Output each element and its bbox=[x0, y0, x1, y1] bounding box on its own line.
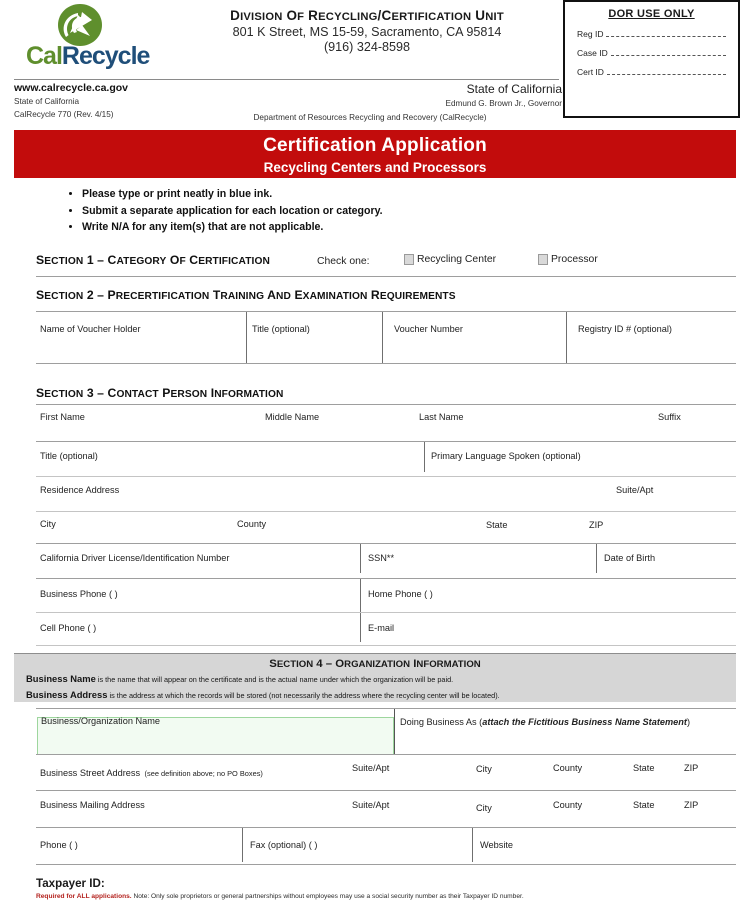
field-label-first-name: First Name bbox=[40, 412, 85, 422]
field-label-mailing-city: City bbox=[476, 803, 492, 813]
dor-label-cert-id: Cert ID bbox=[577, 67, 604, 77]
division-phone: (916) 324-8598 bbox=[323, 40, 411, 54]
field-label-voucher-number: Voucher Number bbox=[394, 324, 463, 334]
form-header bbox=[0, 0, 750, 125]
checkbox-label-processor: Processor bbox=[551, 254, 598, 265]
field-label-street-state: State bbox=[633, 763, 655, 773]
field-label-business-phone: Business Phone ( ) bbox=[40, 589, 118, 599]
checkbox-icon[interactable] bbox=[538, 254, 548, 265]
dor-input-reg-id[interactable] bbox=[606, 35, 726, 37]
section4-row1-divider bbox=[394, 709, 395, 754]
field-label-home-phone: Home Phone ( ) bbox=[368, 589, 433, 599]
dor-field-cert-id[interactable] bbox=[577, 67, 738, 77]
street-address-note: (see definition above; no PO Boxes) bbox=[144, 769, 263, 778]
dor-use-only-box bbox=[563, 0, 740, 118]
section4-row2-top bbox=[36, 754, 736, 755]
field-label-suffix: Suffix bbox=[658, 412, 681, 422]
field-label-voucher-title: Title (optional) bbox=[252, 324, 310, 334]
dba-label-b: attach the Fictitious Business Name Statement bbox=[482, 717, 687, 727]
section4-note1-bold: Business Name bbox=[26, 673, 96, 684]
field-label-residence-address: Residence Address bbox=[40, 485, 120, 495]
banner-subtitle: Recycling Centers and Processors bbox=[263, 160, 487, 175]
section4-heading: SECTION 4 – ORGANIZATION INFORMATION bbox=[269, 658, 481, 670]
list-item: • Submit a separate application for each location or category. bbox=[82, 205, 682, 217]
section3-row3-top bbox=[36, 476, 736, 477]
section4-row1-top bbox=[36, 708, 736, 709]
field-label-street-zip: ZIP bbox=[684, 763, 699, 773]
section4-note1-rest: is the name that will appear on the certificate and is the actual name under which the organization will be paid. bbox=[95, 675, 454, 684]
field-label-date-of-birth: Date of Birth bbox=[604, 553, 656, 563]
field-label-registry-id: Registry ID # (optional) bbox=[578, 324, 672, 334]
dor-input-cert-id[interactable] bbox=[607, 73, 726, 75]
dor-use-only-title: DOR USE ONLY bbox=[608, 8, 695, 20]
section3-row5-divider-2 bbox=[596, 544, 597, 573]
logo-word-recycle: Recycle bbox=[61, 42, 150, 70]
field-label-street-suite: Suite/Apt bbox=[352, 763, 390, 773]
taxpayer-id-note bbox=[36, 893, 736, 900]
field-label-title: Title (optional) bbox=[40, 451, 98, 461]
state-of-california-small: State of California bbox=[14, 97, 80, 106]
section3-row7-top bbox=[36, 612, 736, 613]
field-label-zip: ZIP bbox=[589, 520, 604, 530]
section2-col-divider-1 bbox=[246, 312, 247, 363]
department-name: Department of Resources Recycling and Recovery (CalRecycle) bbox=[253, 113, 487, 122]
section4-note2-bold: Business Address bbox=[26, 688, 108, 700]
form-revision: CalRecycle 770 (Rev. 4/15) bbox=[14, 110, 114, 119]
section4-row4-divider-1 bbox=[242, 828, 243, 862]
checkbox-recycling-center[interactable] bbox=[404, 254, 496, 265]
division-address: 801 K Street, MS 15-59, Sacramento, CA 95814 bbox=[232, 25, 502, 39]
section4-header-box bbox=[14, 653, 736, 702]
section3-table-bottom bbox=[36, 645, 736, 646]
section4-row4-top bbox=[36, 827, 736, 828]
section2-table-bottom bbox=[36, 363, 736, 364]
field-label-state: State bbox=[486, 520, 508, 530]
logo-word-cal: Cal bbox=[26, 42, 62, 70]
section1-check-one-label: Check one: bbox=[317, 256, 370, 267]
dor-field-reg-id[interactable] bbox=[577, 29, 738, 39]
taxpayer-note-bold: Required for ALL applications. bbox=[36, 893, 132, 900]
section3-heading: SECTION 3 – CONTACT PERSON INFORMATION bbox=[36, 386, 284, 400]
dba-label-a: Doing Business As ( bbox=[400, 717, 483, 727]
field-label-business-phone-org: Phone ( ) bbox=[40, 840, 78, 850]
title-banner bbox=[14, 130, 736, 178]
section3-row4-top bbox=[36, 511, 736, 512]
field-label-business-organization-name: Business/Organization Name bbox=[41, 716, 160, 726]
dor-field-case-id[interactable] bbox=[577, 48, 738, 58]
section3-row2-top bbox=[36, 441, 736, 442]
checkbox-processor[interactable] bbox=[538, 254, 598, 265]
taxpayer-id-heading: Taxpayer ID: bbox=[36, 877, 105, 890]
section3-row2-divider bbox=[424, 442, 425, 472]
recycle-arrow-icon bbox=[56, 3, 104, 47]
logo-wordmark bbox=[26, 44, 149, 69]
section2-heading: SECTION 2 – PRECERTIFICATION TRAINING AND EXAMINATION REQUIREMENTS bbox=[36, 288, 456, 302]
field-label-last-name: Last Name bbox=[419, 412, 464, 422]
section3-row6-divider bbox=[360, 579, 361, 642]
checkbox-icon[interactable] bbox=[404, 254, 414, 265]
field-label-ssn: SSN** bbox=[368, 553, 395, 563]
website-link[interactable]: www.calrecycle.ca.gov bbox=[14, 82, 129, 94]
state-of-california: State of California bbox=[466, 82, 562, 96]
dba-label-c: ) bbox=[686, 717, 691, 727]
section1-heading: SECTION 1 – CATEGORY OF CERTIFICATION bbox=[36, 253, 270, 267]
field-label-mailing-state: State bbox=[633, 800, 655, 810]
instructions-list bbox=[60, 188, 682, 238]
field-label-cell-phone: Cell Phone ( ) bbox=[40, 623, 97, 633]
field-label-primary-language: Primary Language Spoken (optional) bbox=[431, 451, 581, 461]
field-label-mailing-county: County bbox=[553, 800, 583, 810]
field-label-voucher-holder: Name of Voucher Holder bbox=[40, 324, 141, 334]
field-label-website: Website bbox=[480, 840, 514, 850]
division-title: DIVISION OF RECYCLING/CERTIFICATION UNIT bbox=[230, 8, 504, 23]
taxpayer-note-rest: Note: Only sole proprietors or general partnerships without employees may use a social security number as their Taxpayer ID number. bbox=[131, 893, 524, 900]
section4-row4-divider-2 bbox=[472, 828, 473, 862]
section3-row6-top bbox=[36, 578, 736, 579]
field-label-middle-name: Middle Name bbox=[265, 412, 320, 422]
field-label-email: E-mail bbox=[368, 623, 395, 633]
field-label-residence-suite: Suite/Apt bbox=[616, 485, 654, 495]
field-label-street-county: County bbox=[553, 763, 583, 773]
list-item: • Please type or print neatly in blue ink. bbox=[82, 188, 682, 200]
section4-note-business-name bbox=[26, 673, 736, 686]
section3-table-top bbox=[36, 404, 736, 405]
field-label-county: County bbox=[237, 519, 267, 529]
field-label-mailing-suite: Suite/Apt bbox=[352, 800, 390, 810]
section3-row5-divider-1 bbox=[360, 544, 361, 573]
section4-row4-bottom bbox=[36, 864, 736, 865]
section3-row5-top bbox=[36, 543, 736, 544]
field-label-business-mailing-address: Business Mailing Address bbox=[40, 800, 145, 810]
calrecycle-logo bbox=[14, 2, 174, 76]
agency-address-block bbox=[176, 8, 558, 54]
section4-note2-rest: is the address at which the records will be stored (not necessarily the address where the recycling center will be located). bbox=[107, 690, 500, 700]
governor-name: Edmund G. Brown Jr., Governor bbox=[445, 99, 562, 108]
section4-row3-top bbox=[36, 790, 736, 791]
section1-divider bbox=[36, 276, 736, 277]
checkbox-label-recycling-center: Recycling Center bbox=[417, 254, 497, 265]
street-address-label: Business Street Address bbox=[40, 768, 141, 778]
field-label-doing-business-as bbox=[400, 717, 690, 727]
field-label-driver-license: California Driver License/Identification Number bbox=[40, 553, 230, 563]
dor-input-case-id[interactable] bbox=[611, 54, 726, 56]
dor-label-case-id: Case ID bbox=[577, 48, 608, 58]
field-label-mailing-zip: ZIP bbox=[684, 800, 699, 810]
section4-note-business-address bbox=[26, 689, 736, 702]
field-label-city: City bbox=[40, 519, 56, 529]
list-item: • Write N/A for any item(s) that are not applicable. bbox=[82, 221, 682, 233]
dor-label-reg-id: Reg ID bbox=[577, 29, 604, 39]
section2-table-top bbox=[36, 311, 736, 312]
field-label-street-city: City bbox=[476, 764, 492, 774]
field-label-fax: Fax (optional) ( ) bbox=[250, 840, 318, 850]
banner-title: Certification Application bbox=[263, 135, 487, 156]
header-divider bbox=[14, 79, 559, 80]
section2-col-divider-2 bbox=[382, 312, 383, 363]
section2-col-divider-3 bbox=[566, 312, 567, 363]
field-label-business-street-address bbox=[40, 763, 263, 781]
